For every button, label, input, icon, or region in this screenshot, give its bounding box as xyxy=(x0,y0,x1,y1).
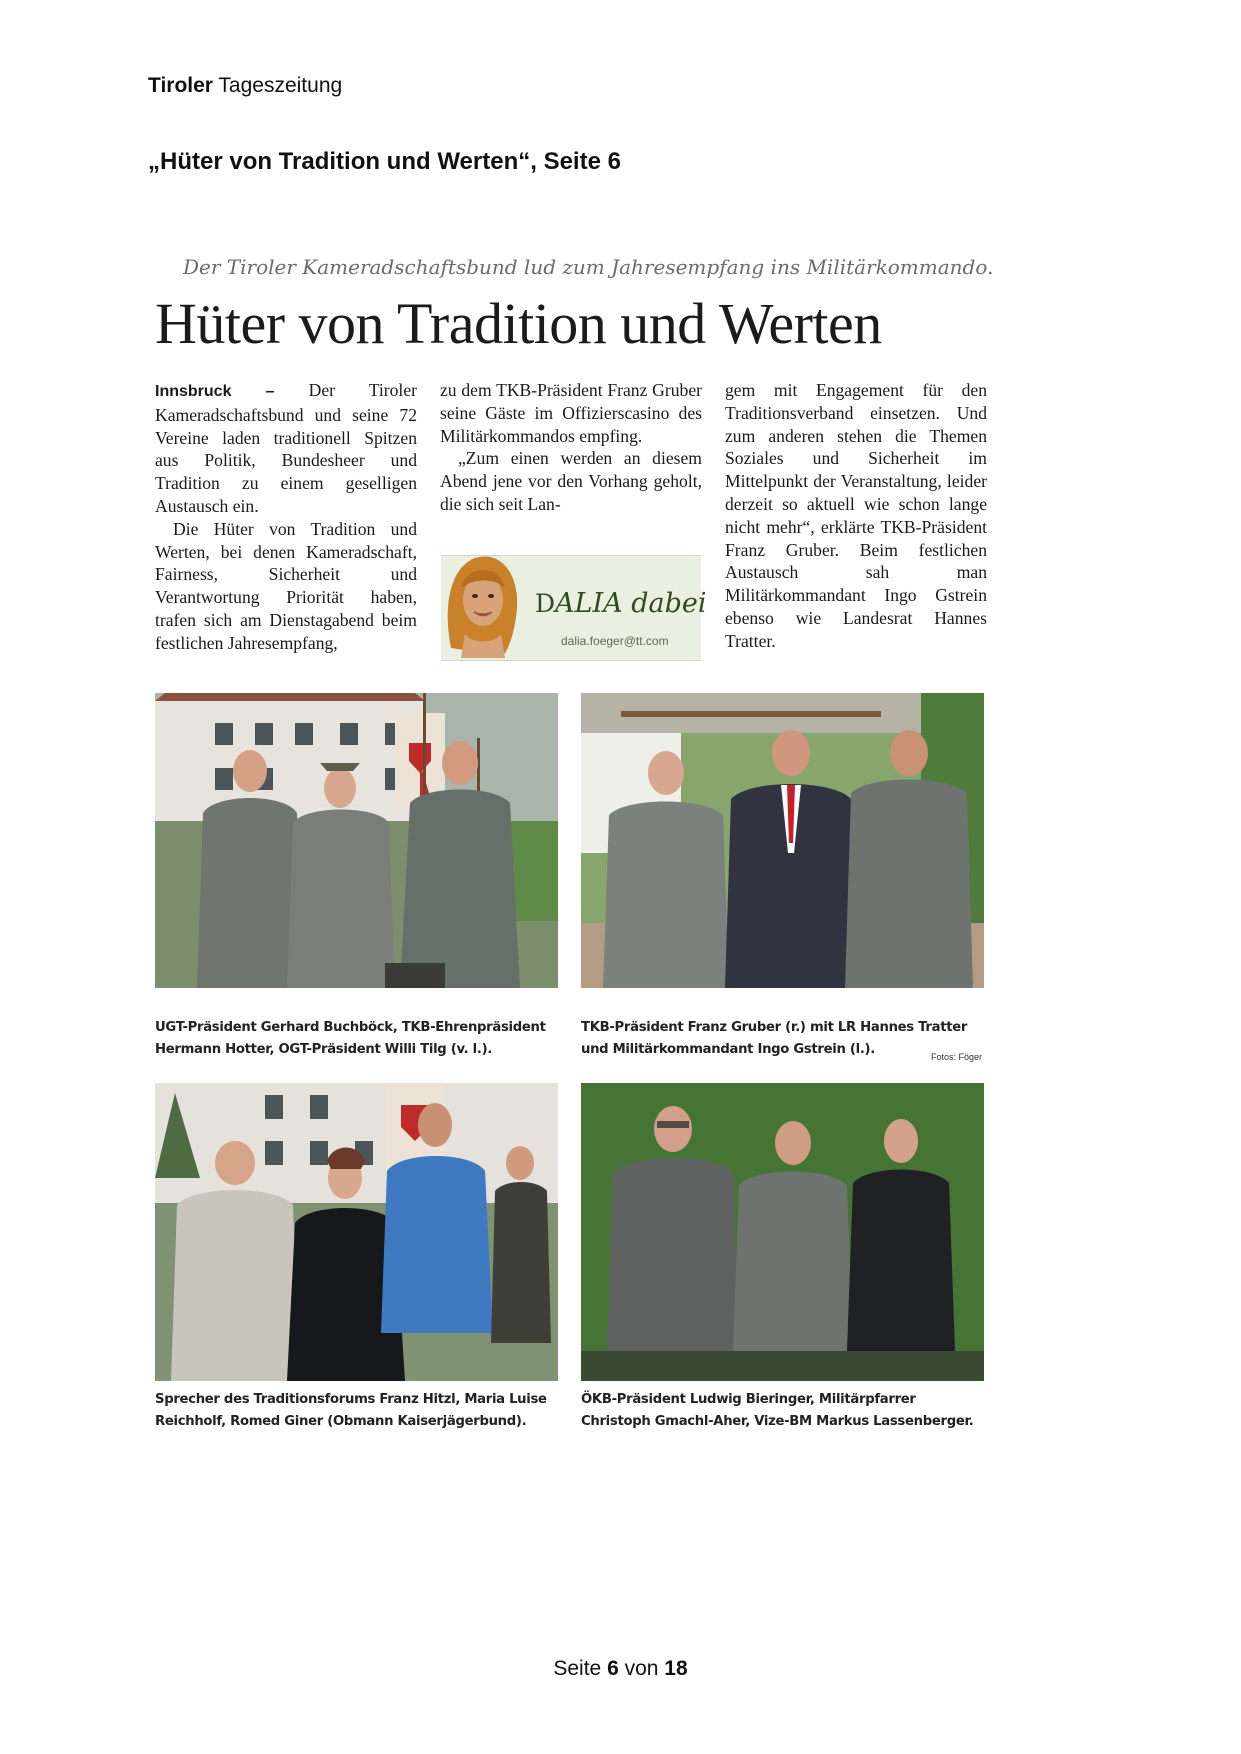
footer-prefix: Seite xyxy=(553,1657,608,1680)
article-headline: Hüter von Tradition und Werten xyxy=(155,291,882,356)
photo-credit: Fotos: Föger xyxy=(931,1052,983,1062)
page-footer xyxy=(0,1657,1241,1681)
article-column-3 xyxy=(725,379,987,653)
photo-1-caption: UGT-Präsident Gerhard Buchböck, TKB-Ehrenpräsident Hermann Hotter, OGT-Präsident Willi Tilg (v. l.). xyxy=(155,1020,546,1057)
total-page-count: 18 xyxy=(664,1657,688,1680)
photo-1 xyxy=(155,693,558,988)
column-1-paragraph-2: Die Hüter von Tradition und Werten, bei denen Kameradschaft, Fairness, Sicherheit und Verantwortung Priorität haben, trafen sich am Dienstagabend beim festlichen Jahresempfang, xyxy=(155,518,417,653)
publication-name-bold: Tiroler xyxy=(148,74,213,97)
publication-name-rest: Tageszeitung xyxy=(212,74,343,97)
photo-3-image xyxy=(155,1083,558,1381)
document-title: „Hüter von Tradition und Werten“, Seite 6 xyxy=(148,148,621,175)
photo-4 xyxy=(581,1083,984,1381)
photo-3 xyxy=(155,1083,558,1381)
newspaper-clipping xyxy=(155,255,994,1435)
columnist-email: dalia.foeger@tt.com xyxy=(561,634,669,648)
columnist-brand: DALIA dabei xyxy=(535,588,707,619)
publication-name xyxy=(148,74,342,98)
column-1-paragraph-1: Der Tiroler Kameradschaftsbund und seine 72 Vereine laden traditionell Spitzen aus Politik, Bundesheer und Tradition zu einem geselligen Austausch ein. xyxy=(155,380,417,516)
photo-4-caption: ÖKB-Präsident Ludwig Bieringer, Militärpfarrer Christoph Gmachl-Aher, Vize-BM Markus Lassenberger. xyxy=(581,1392,974,1429)
article-dateline: Innsbruck – xyxy=(155,383,275,400)
columnist-portrait xyxy=(443,548,523,658)
photo-3-caption: Sprecher des Traditionsforums Franz Hitzl, Maria Luise Reichholf, Romed Giner (Obmann Kaiserjägerbund). xyxy=(155,1392,547,1429)
photo-4-image xyxy=(581,1083,984,1381)
current-page-number: 6 xyxy=(607,1657,619,1680)
article-kicker: Der Tiroler Kameradschaftsbund lud zum Jahresempfang ins Militärkommando. xyxy=(183,255,994,279)
photo-2-caption: TKB-Präsident Franz Gruber (r.) mit LR Hannes Tratter und Militärkommandant Ingo Gstrein (l.). xyxy=(581,1020,968,1057)
photo-1-image xyxy=(155,693,558,988)
footer-middle: von xyxy=(618,1657,665,1680)
photo-2-image xyxy=(581,693,984,988)
column-2-paragraph-2: „Zum einen werden an diesem Abend jene vor den Vorhang geholt, die sich seit Lan- xyxy=(440,448,702,514)
photo-2 xyxy=(581,693,984,988)
article-column-2 xyxy=(440,379,702,516)
column-3-paragraph-1: gem mit Engagement für den Traditionsverband einsetzen. Und zum anderen stehen die Themen Soziales und Sicherheit im Mittelpunkt der Veranstaltung, leider derzeit so aktuell wie schon lange nicht mehr“, erklärte TKB-Präsident Franz Gruber. Beim festlichen Austausch sah man Militärkommandant Ingo Gstrein ebenso wie Landesrat Hannes Tratter. xyxy=(725,380,987,651)
column-2-paragraph-1: zu dem TKB-Präsident Franz Gruber seine Gäste im Offizierscasino des Militärkommandos empfing. xyxy=(440,380,702,446)
article-column-1 xyxy=(155,379,417,655)
columnist-box xyxy=(441,555,707,661)
